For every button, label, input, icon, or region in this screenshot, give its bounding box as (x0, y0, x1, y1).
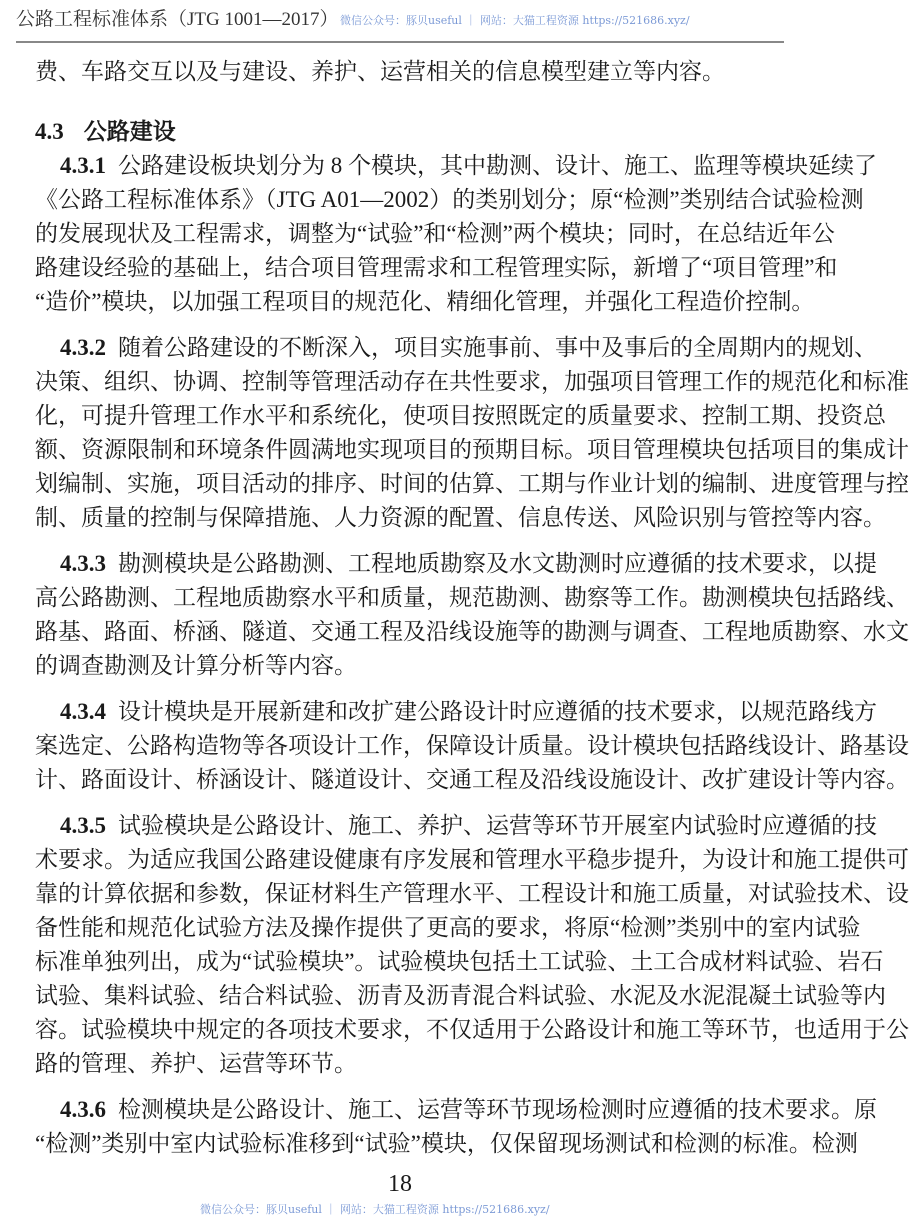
line-text: “造价”模块，以加强工程项目的规范化、精细化管理，并强化工程造价控制。 (35, 289, 815, 314)
line-text: 路的管理、养护、运营等环节。 (35, 1051, 357, 1076)
text-line (35, 649, 781, 683)
line-text: 的调查勘测及计算分析等内容。 (35, 653, 357, 678)
line-text: 计、路面设计、桥涵设计、隧道设计、交通工程及沿线设施设计、改扩建设计等内容。 (35, 767, 909, 792)
text-line (35, 331, 877, 365)
line-text: 试验、集料试验、结合料试验、沥青及沥青混合料试验、水泥及水泥混凝土试验等内 (35, 983, 886, 1008)
line-text: 设计模块是开展新建和改扩建公路设计时应遵循的技术要求，以规范路线方 (118, 699, 877, 724)
text-line (35, 365, 909, 399)
text-line (35, 547, 877, 581)
line-text: 路基、路面、桥涵、隧道、交通工程及沿线设施等的勘测与调查、工程地质勘察、水文 (35, 619, 909, 644)
line-text: 划编制、实施，项目活动的排序、时间的估算、工期与作业计划的编制、进度管理与控 (35, 471, 909, 496)
paragraph-4-3-5 (35, 809, 909, 1081)
text-line (35, 1047, 781, 1081)
paragraph-4-3-2 (35, 331, 909, 535)
clause-number: 4.3.2 (60, 335, 106, 360)
text-line (35, 729, 909, 763)
line-text: 的发展现状及工程需求，调整为“试验”和“检测”两个模块；同时，在总结近年公 (35, 221, 835, 246)
text-line (35, 285, 815, 319)
line-text: 术要求。为适应我国公路建设健康有序发展和管理水平稳步提升，为设计和施工提供可 (35, 847, 909, 872)
text-line (35, 809, 877, 843)
text-line (35, 979, 886, 1013)
text-line (35, 149, 877, 183)
line-text: 《公路工程标准体系》（JTG A01—2002）的类别划分；原“检测”类别结合试验检测 (35, 187, 864, 212)
text-line (35, 581, 909, 615)
clause-number: 4.3.4 (60, 699, 106, 724)
watermark-top: 微信公众号：豚贝useful ｜ 网站：大猫工程资源 https://521686.xyz/ (340, 14, 690, 27)
line-text: 公路建设板块划分为 8 个模块，其中勘测、设计、施工、监理等模块延续了 (118, 153, 877, 178)
text-line (35, 1127, 858, 1161)
line-text: 容。试验模块中规定的各项技术要求，不仅适用于公路设计和施工等环节，也适用于公 (35, 1017, 909, 1042)
line-text: “检测”类别中室内试验标准移到“试验”模块，仅保留现场测试和检测的标准。检测 (35, 1131, 858, 1156)
watermark-bottom: 微信公众号：豚贝useful ｜ 网站：大猫工程资源 https://521686.xyz/ (200, 1203, 550, 1216)
line-text: 额、资源限制和环境条件圆满地实现项目的预期目标。项目管理模块包括项目的集成计 (35, 437, 909, 462)
text-line (35, 695, 877, 729)
section-number: 4.3 (35, 119, 64, 144)
line-text: 决策、组织、协调、控制等管理活动存在共性要求，加强项目管理工作的规范化和标准 (35, 369, 909, 394)
clause-number: 4.3.3 (60, 551, 106, 576)
text-line (35, 615, 909, 649)
line-text: 案选定、公路构造物等各项设计工作，保障设计质量。设计模块包括路线设计、路基设 (35, 733, 909, 758)
paragraph-4-3-4 (35, 695, 909, 797)
line-text: 试验模块是公路设计、施工、养护、运营等环节开展室内试验时应遵循的技 (118, 813, 877, 838)
text-line (35, 1093, 877, 1127)
section-heading (35, 115, 781, 149)
text-line (35, 183, 864, 217)
line-text: 路建设经验的基础上，结合项目管理需求和工程管理实际，新增了“项目管理”和 (35, 255, 838, 280)
text-line (35, 911, 861, 945)
text-line (35, 399, 886, 433)
text-line (35, 763, 909, 797)
line-text: 标准单独列出，成为“试验模块”。试验模块包括土工试验、土工合成材料试验、岩石 (35, 949, 884, 974)
paragraph-4-3-1 (35, 149, 877, 319)
line-text: 化，可提升管理工作水平和系统化，使项目按照既定的质量要求、控制工期、投资总 (35, 403, 886, 428)
paragraph-4-3-3 (35, 547, 909, 683)
running-header: 公路工程标准体系（JTG 1001—2017） (16, 9, 339, 30)
line-text: 靠的计算依据和参数，保证材料生产管理水平、工程设计和施工质量，对试验技术、设 (35, 881, 909, 906)
paragraph-4-3-6 (35, 1093, 877, 1161)
line-text: 勘测模块是公路勘测、工程地质勘察及水文勘测时应遵循的技术要求，以提 (118, 551, 877, 576)
text-line (35, 501, 886, 535)
text-line (35, 1013, 909, 1047)
line-text: 检测模块是公路设计、施工、运营等环节现场检测时应遵循的技术要求。原 (118, 1097, 877, 1122)
clause-number: 4.3.5 (60, 813, 106, 838)
document-body (35, 55, 909, 1161)
section-title: 公路建设 (83, 119, 176, 144)
text-line (35, 467, 909, 501)
text-line (35, 945, 884, 979)
header-rule (16, 41, 784, 43)
text-line (35, 251, 838, 285)
line-text: 随着公路建设的不断深入，项目实施事前、事中及事后的全周期内的规划、 (118, 335, 877, 360)
intro-line: 费、车路交互以及与建设、养护、运营相关的信息模型建立等内容。 (35, 59, 725, 84)
text-line (35, 877, 909, 911)
clause-number: 4.3.1 (60, 153, 106, 178)
text-line (35, 217, 835, 251)
text-line (35, 433, 909, 467)
page-number: 18 (388, 1171, 412, 1197)
line-text: 备性能和规范化试验方法及操作提供了更高的要求，将原“检测”类别中的室内试验 (35, 915, 861, 940)
line-text: 高公路勘测、工程地质勘察水平和质量，规范勘测、勘察等工作。勘测模块包括路线、 (35, 585, 909, 610)
text-line (35, 843, 909, 877)
line-text: 制、质量的控制与保障措施、人力资源的配置、信息传送、风险识别与管控等内容。 (35, 505, 886, 530)
clause-number: 4.3.6 (60, 1097, 106, 1122)
